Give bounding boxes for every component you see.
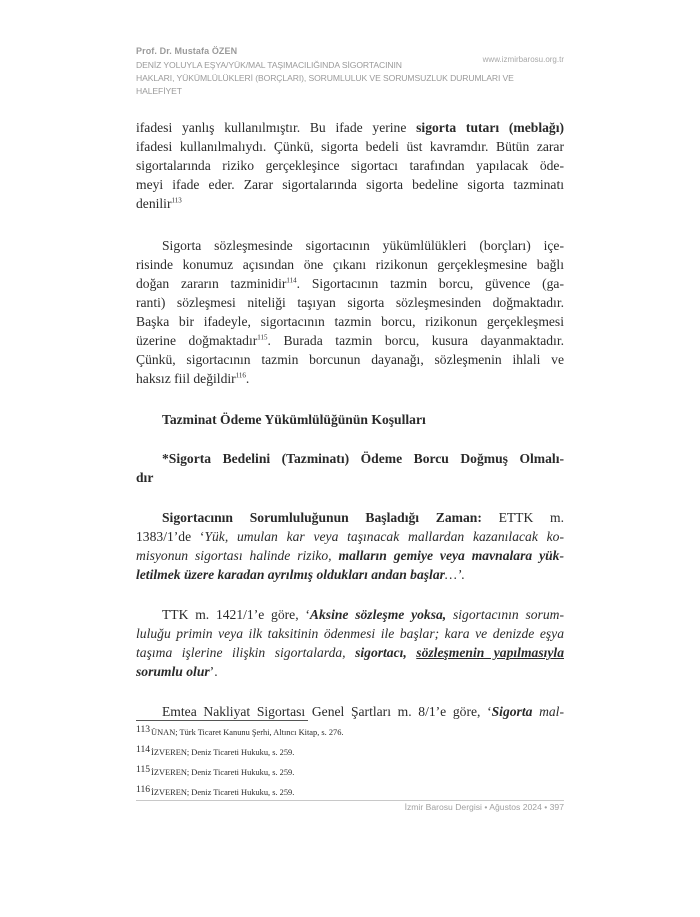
- journal-name: İzmir Barosu Dergisi: [404, 802, 482, 812]
- section-heading: Tazminat Ödeme Yükümlülüğünün Koşulları: [162, 412, 426, 427]
- footnote-ref-114[interactable]: 114: [286, 276, 297, 285]
- quoted-text: Yük, umulan kar veya taşınacak mallardan kazanılacak ko-: [204, 529, 565, 544]
- paragraph-line: [136, 333, 564, 349]
- text-run: ifadesi yanlış kullanılmıştır. Bu ifade yerine: [136, 120, 417, 135]
- quoted-text: taşıma işlerine ilişkin sigortalarda,: [136, 645, 356, 660]
- footnote-text: ÜNAN; Türk Ticaret Kanunu Şerhi, Altıncı Kitap, s. 276.: [151, 728, 344, 737]
- footer-divider: [136, 800, 564, 801]
- paragraph-line: ranti) sözleşmesi niteliği taşıyan sigorta sözleşmesinden doğmaktadır.: [136, 295, 564, 310]
- paragraph-line: meyi ifade eder. Zarar sigortalarında sigorta bedeline sigorta tazminatı: [136, 177, 564, 192]
- paragraph-line: [136, 664, 564, 680]
- paragraph-line: [136, 510, 564, 526]
- header-title-line: HAKLARI, YÜKÜMLÜLÜKLERİ (BORÇLARI), SORUMLULUK VE SORUMSUZLUK DURUMLARI VE: [136, 73, 514, 83]
- bold-term: sigorta tutarı (meblağı): [416, 120, 565, 135]
- paragraph-line: [136, 548, 564, 564]
- paragraph-line: Sigorta sözleşmesinde sigortacının yükümlülükleri (borçları) içe-: [162, 238, 564, 253]
- footnote-number: 116: [136, 784, 151, 795]
- paragraph-line: [136, 567, 564, 583]
- subsection-heading-line: *Sigorta Bedelini (Tazminatı) Ödeme Borcu Doğmuş Olmalı-: [162, 451, 564, 466]
- paragraph-line: ifadesi kullanılmalıydı. Çünkü, sigorta bedeli üst kavramdır. Bütün zarar: [136, 139, 564, 154]
- underlined-quoted-text: sözleşmenin yapılmasıyla: [416, 645, 564, 660]
- paragraph-line: [136, 276, 564, 292]
- paragraph-line: [136, 371, 564, 387]
- footnote-number: 113: [136, 724, 151, 735]
- footnote-116: [136, 784, 294, 797]
- paragraph-line: [136, 607, 564, 623]
- footnote-number: 114: [136, 744, 151, 755]
- header-author: Prof. Dr. Mustafa ÖZEN: [136, 46, 238, 56]
- footnote-text: İZVEREN; Deniz Ticareti Hukuku, s. 259.: [151, 768, 295, 777]
- footnote-divider: [136, 720, 308, 721]
- footnote-ref-116[interactable]: 116: [235, 371, 246, 380]
- header-article-title: [136, 59, 566, 98]
- bold-term: Sigortacının Sorumluluğunun Başladığı Zaman:: [162, 510, 482, 525]
- text-run: haksız fiil değildir: [136, 371, 236, 386]
- bold-quoted-text: malların gemiye veya mavnalara yük-: [338, 548, 564, 563]
- text-run: 1383/1’de ‘: [136, 529, 205, 544]
- footnote-ref-115[interactable]: 115: [257, 333, 268, 342]
- paragraph-line: [136, 196, 564, 212]
- paragraph-line: sigortalarında riziko gerçekleşince sigortacı tarafından yapılacak öde-: [136, 158, 564, 173]
- footer-separator: •: [484, 802, 488, 812]
- text-run: Emtea Nakliyat Sigortası Genel Şartları m. 8/1’e göre, ‘: [162, 704, 492, 719]
- text-run: .: [245, 371, 250, 386]
- text-run: . Sigortacının tazmin borcu, güvence (ga-: [296, 276, 564, 291]
- header-website: www.izmirbarosu.org.tr: [482, 55, 564, 64]
- quoted-text: …’.: [444, 567, 465, 582]
- quoted-text: sigortacının sorum-: [446, 607, 564, 622]
- footnote-114: [136, 744, 294, 757]
- bold-quoted-text: Sigorta: [491, 704, 533, 719]
- paragraph-line: Başka bir ifadeyle, sigortacının tazmin borcu, rizikonun gerçekleşmesi: [136, 314, 564, 329]
- text-run: denilir: [136, 196, 172, 211]
- quoted-text: mal-: [532, 704, 564, 719]
- footnote-ref-113[interactable]: 113: [171, 196, 182, 205]
- text-run: ’.: [209, 664, 218, 679]
- header-title-line: DENİZ YOLUYLA EŞYA/YÜK/MAL TAŞIMACILIĞINDA SİGORTACININ: [136, 60, 402, 70]
- paragraph-line: [136, 120, 564, 136]
- paragraph-line: [136, 704, 564, 720]
- bold-quoted-text: Aksine sözleşme yoksa,: [309, 607, 447, 622]
- footnote-number: 115: [136, 764, 151, 775]
- text-run: TTK m. 1421/1’e göre, ‘: [162, 607, 310, 622]
- paragraph-line: [136, 529, 564, 545]
- footnote-text: İZVEREN; Deniz Ticareti Hukuku, s. 259.: [151, 748, 295, 757]
- issue-date: Ağustos 2024: [489, 802, 542, 812]
- bold-quoted-text: sorumlu olur: [136, 664, 210, 679]
- bold-quoted-text: letilmek üzere karadan ayrılmış oldukları andan başlar: [136, 567, 445, 582]
- page-number: 397: [549, 802, 564, 812]
- text-run: . Burada tazmin borcu, kusura dayanmaktadır.: [267, 333, 564, 348]
- page-footer: [405, 802, 564, 812]
- footer-separator: •: [544, 802, 548, 812]
- footnote-115: [136, 764, 294, 777]
- footnote-113: [136, 724, 344, 737]
- paragraph-line: [136, 645, 564, 661]
- bold-quoted-text: sigortacı,: [355, 645, 417, 660]
- paragraph-line: luluğu primin veya ilk taksitinin ödenmesi ile başlar; kara ve denizde eşya: [136, 626, 564, 641]
- subsection-heading-line: dır: [136, 470, 154, 485]
- paragraph-line: risinde konumuz açısından öne çıkanı rizikonun gerçekleşmesine bağlı: [136, 257, 564, 272]
- footnote-text: İZVEREN; Deniz Ticareti Hukuku, s. 259.: [151, 788, 295, 797]
- text-run: ETTK m.: [481, 510, 564, 525]
- quoted-text: misyonun sigortası halinde riziko,: [136, 548, 339, 563]
- paragraph-line: Çünkü, sigortacının tazmin borcunun dayanağı, sözleşmenin ihlali ve: [136, 352, 564, 367]
- text-run: üzerine doğmaktadır: [136, 333, 258, 348]
- header-title-line: HALEFİYET: [136, 86, 182, 96]
- text-run: doğan zararın tazminidir: [136, 276, 287, 291]
